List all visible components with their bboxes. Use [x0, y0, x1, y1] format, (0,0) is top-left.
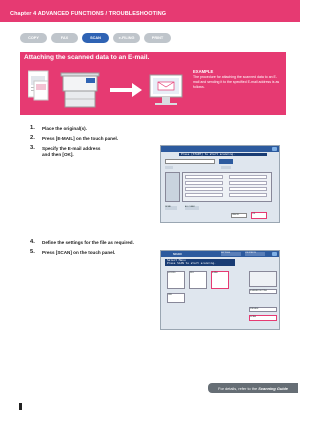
address-entry[interactable]	[229, 175, 267, 179]
example-description: The procedure for attaching the scanned data to an E-mail and sending it to the specified E-mail address is as follows.	[193, 75, 280, 89]
scan-tab-label: SCAN	[173, 252, 182, 256]
arrow-right-icon	[110, 83, 142, 97]
job-status-button[interactable]: JOB STATUS	[245, 252, 265, 256]
touch-panel-scan-screen	[160, 250, 280, 330]
step-text: Specify the E-mail address and then [OK].	[42, 146, 101, 158]
example-panel	[20, 63, 286, 115]
tab-fax[interactable]: FAX	[51, 33, 78, 43]
document-page-back	[34, 81, 48, 100]
help-icon[interactable]	[272, 147, 277, 151]
chapter-header	[0, 0, 300, 22]
settings-button[interactable]: SETTINGS	[221, 252, 241, 256]
pc-monitor-stand	[162, 97, 170, 103]
section-title: Attaching the scanned data to an E-mail.	[24, 54, 150, 61]
address-input-button[interactable]	[219, 159, 233, 164]
footer-text: For details, refer to the Scanning Guide	[218, 385, 288, 391]
scan-button[interactable]: SCAN	[249, 315, 277, 321]
screen-message: Select Menu Press SCAN to start scanning.	[165, 259, 235, 266]
settings-summary	[249, 271, 277, 287]
section-title-bar	[20, 52, 286, 63]
detail-button[interactable]: DETAIL	[165, 206, 177, 210]
step-number: 1.	[30, 125, 35, 131]
step-text: Press [E-MAIL] on the touch panel.	[42, 136, 119, 141]
address-entry[interactable]	[185, 181, 223, 185]
tab-e-filing[interactable]: e-FILING	[113, 33, 140, 43]
address-list[interactable]	[182, 172, 272, 202]
page-marker	[19, 403, 22, 410]
file-button[interactable]: FILE	[189, 271, 207, 289]
tab-group[interactable]	[221, 166, 231, 169]
function-tabs	[20, 33, 175, 43]
step-number: 3.	[30, 145, 35, 151]
touch-panel-address-screen	[160, 145, 280, 223]
address-entry[interactable]	[185, 193, 223, 197]
step-text: Define the settings for the file as required.	[42, 240, 134, 245]
ok-button[interactable]: OK	[251, 212, 267, 219]
screen-message: Press [START] to start scanning.	[179, 153, 267, 156]
tab-scan[interactable]: SCAN	[82, 33, 109, 43]
tab-address[interactable]	[165, 166, 173, 169]
scan-to-email-illustration	[28, 69, 188, 111]
address-entry[interactable]	[229, 187, 267, 191]
pc-keyboard	[155, 103, 177, 105]
scanner-setting-button[interactable]: SCANNER SETTING	[249, 289, 277, 294]
step-text: Press [SCAN] on the touch panel.	[42, 250, 116, 255]
step-text: Place the original(s).	[42, 126, 87, 131]
document-image-block	[36, 84, 46, 90]
footer-reference	[208, 383, 298, 393]
address-entry[interactable]	[185, 175, 223, 179]
step-number: 4.	[30, 239, 35, 245]
tab-print[interactable]: PRINT	[144, 33, 171, 43]
email-button[interactable]: E-MAIL	[211, 271, 229, 289]
usb-button[interactable]: USB	[167, 293, 185, 303]
address-entry[interactable]	[185, 187, 223, 191]
example-label: EXAMPLE	[193, 69, 214, 74]
guide-link[interactable]: Scanning Guide	[258, 385, 288, 391]
all-clear-button[interactable]: ALL CLEAR	[185, 206, 199, 210]
address-entry[interactable]	[229, 193, 267, 197]
address-input[interactable]	[165, 159, 215, 164]
e-filing-button[interactable]: e-FILING	[167, 271, 185, 289]
address-book-sidebar[interactable]	[165, 172, 180, 202]
mfp-control-panel	[86, 78, 95, 83]
chapter-title: Chapter 4 ADVANCED FUNCTIONS / TROUBLESHOOTING	[10, 11, 167, 17]
step-number: 5.	[30, 249, 35, 255]
cancel-button[interactable]: CANCEL	[231, 213, 247, 218]
help-icon[interactable]	[272, 252, 277, 256]
address-entry[interactable]	[229, 181, 267, 185]
mfp-document-feeder	[61, 73, 99, 76]
tab-copy[interactable]: COPY	[20, 33, 47, 43]
preview-button[interactable]: PREVIEW	[249, 307, 277, 312]
step-number: 2.	[30, 135, 35, 141]
